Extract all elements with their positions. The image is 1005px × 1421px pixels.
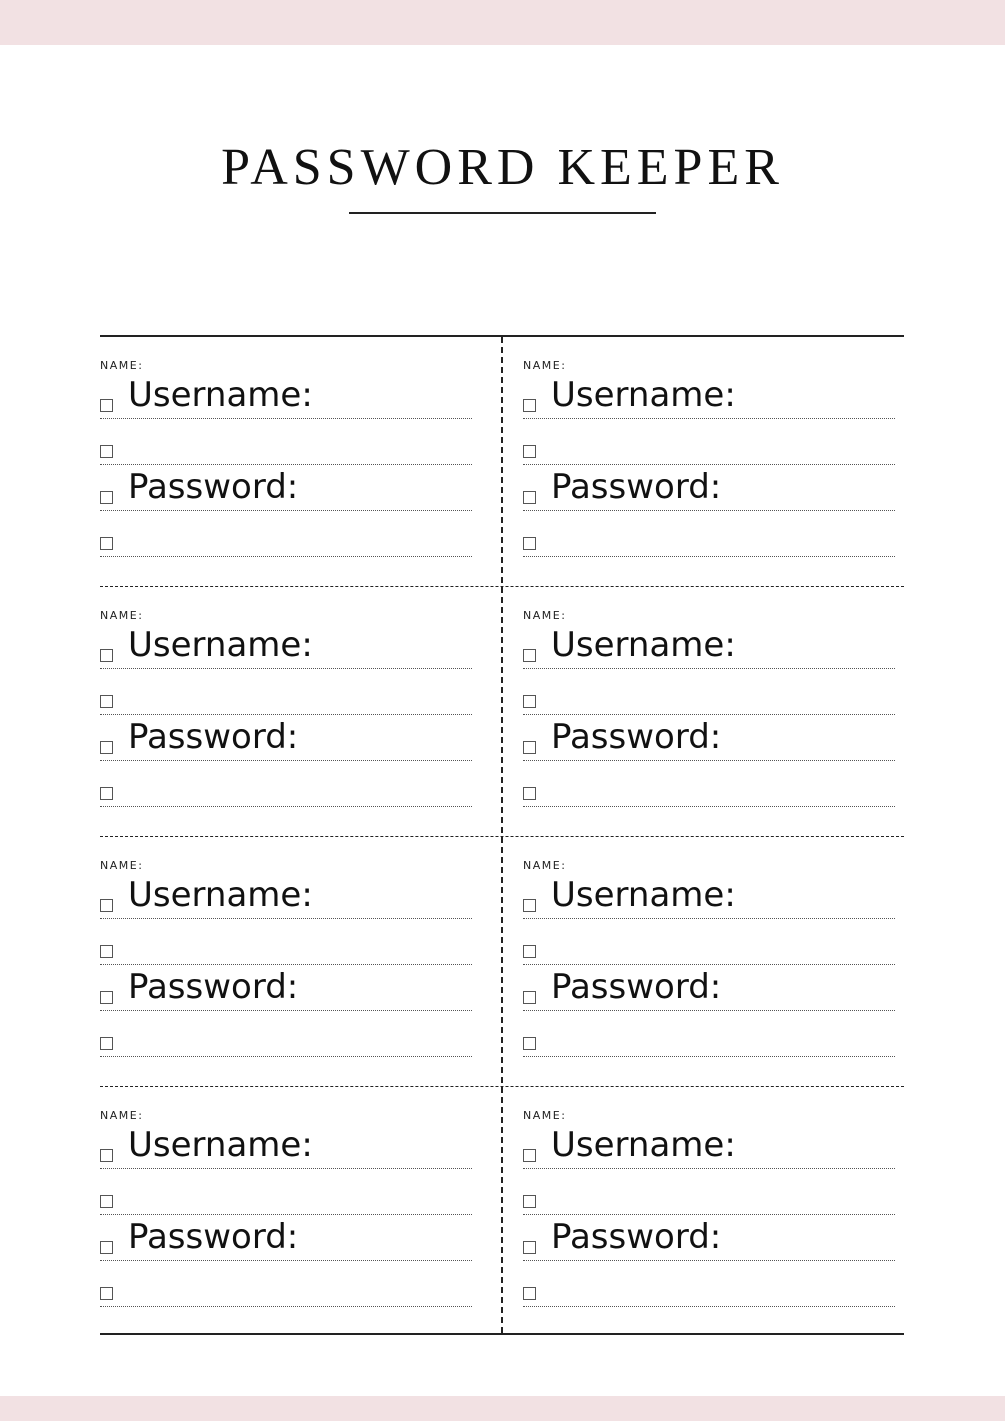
password-field[interactable] bbox=[100, 1214, 472, 1261]
username-value-field[interactable] bbox=[523, 418, 895, 465]
password-value-field[interactable] bbox=[523, 760, 895, 807]
password-value-field[interactable] bbox=[100, 1260, 472, 1307]
checkbox-icon[interactable] bbox=[100, 1149, 113, 1162]
column-divider bbox=[501, 337, 503, 1333]
checkbox-icon[interactable] bbox=[523, 649, 536, 662]
checkbox-icon[interactable] bbox=[523, 1241, 536, 1254]
checkbox-icon[interactable] bbox=[100, 787, 113, 800]
username-label: Username: bbox=[551, 875, 736, 915]
password-label: Password: bbox=[128, 1217, 299, 1257]
checkbox-icon[interactable] bbox=[100, 537, 113, 550]
username-label: Username: bbox=[128, 1125, 313, 1165]
checkbox-icon[interactable] bbox=[523, 695, 536, 708]
name-label: NAME: bbox=[100, 359, 144, 372]
username-field[interactable] bbox=[100, 872, 472, 919]
checkbox-icon[interactable] bbox=[100, 491, 113, 504]
username-label: Username: bbox=[551, 375, 736, 415]
password-field[interactable] bbox=[523, 714, 895, 761]
checkbox-icon[interactable] bbox=[523, 991, 536, 1004]
password-label: Password: bbox=[551, 1217, 722, 1257]
checkbox-icon[interactable] bbox=[100, 945, 113, 958]
checkbox-icon[interactable] bbox=[523, 1149, 536, 1162]
checkbox-icon[interactable] bbox=[523, 399, 536, 412]
username-value-field[interactable] bbox=[100, 668, 472, 715]
name-label: NAME: bbox=[100, 1109, 144, 1122]
checkbox-icon[interactable] bbox=[100, 1195, 113, 1208]
password-field[interactable] bbox=[100, 964, 472, 1011]
page-title: PASSWORD KEEPER bbox=[221, 139, 784, 196]
username-label: Username: bbox=[128, 625, 313, 665]
name-label: NAME: bbox=[523, 1109, 567, 1122]
username-label: Username: bbox=[128, 375, 313, 415]
password-value-field[interactable] bbox=[100, 510, 472, 557]
username-label: Username: bbox=[551, 1125, 736, 1165]
password-label: Password: bbox=[551, 467, 722, 507]
checkbox-icon[interactable] bbox=[523, 787, 536, 800]
password-value-field[interactable] bbox=[100, 1010, 472, 1057]
checkbox-icon[interactable] bbox=[523, 537, 536, 550]
password-field[interactable] bbox=[100, 714, 472, 761]
checkbox-icon[interactable] bbox=[523, 445, 536, 458]
password-value-field[interactable] bbox=[523, 1010, 895, 1057]
password-entry-card bbox=[100, 837, 472, 1085]
password-label: Password: bbox=[551, 967, 722, 1007]
password-label: Password: bbox=[128, 967, 299, 1007]
username-field[interactable] bbox=[523, 872, 895, 919]
checkbox-icon[interactable] bbox=[100, 1287, 113, 1300]
username-field[interactable] bbox=[523, 622, 895, 669]
checkbox-icon[interactable] bbox=[100, 445, 113, 458]
header-band bbox=[0, 0, 1005, 45]
checkbox-icon[interactable] bbox=[523, 491, 536, 504]
checkbox-icon[interactable] bbox=[100, 695, 113, 708]
username-field[interactable] bbox=[100, 622, 472, 669]
username-field[interactable] bbox=[100, 372, 472, 419]
password-entry-card bbox=[100, 337, 472, 585]
name-label: NAME: bbox=[523, 859, 567, 872]
name-label: NAME: bbox=[100, 609, 144, 622]
checkbox-icon[interactable] bbox=[100, 899, 113, 912]
password-label: Password: bbox=[128, 467, 299, 507]
password-entry-card bbox=[100, 587, 472, 835]
username-value-field[interactable] bbox=[523, 1168, 895, 1215]
checkbox-icon[interactable] bbox=[100, 399, 113, 412]
name-label: NAME: bbox=[100, 859, 144, 872]
password-field[interactable] bbox=[100, 464, 472, 511]
password-entry-card bbox=[523, 837, 895, 1085]
password-field[interactable] bbox=[523, 1214, 895, 1261]
password-label: Password: bbox=[551, 717, 722, 757]
password-entry-card bbox=[523, 587, 895, 835]
username-value-field[interactable] bbox=[100, 418, 472, 465]
checkbox-icon[interactable] bbox=[100, 991, 113, 1004]
username-value-field[interactable] bbox=[523, 668, 895, 715]
name-label: NAME: bbox=[523, 609, 567, 622]
password-field[interactable] bbox=[523, 464, 895, 511]
password-label: Password: bbox=[128, 717, 299, 757]
password-value-field[interactable] bbox=[523, 1260, 895, 1307]
checkbox-icon[interactable] bbox=[100, 1037, 113, 1050]
password-entry-card bbox=[523, 1087, 895, 1335]
checkbox-icon[interactable] bbox=[523, 1195, 536, 1208]
username-field[interactable] bbox=[100, 1122, 472, 1169]
username-field[interactable] bbox=[523, 372, 895, 419]
password-value-field[interactable] bbox=[100, 760, 472, 807]
footer-band bbox=[0, 1396, 1005, 1421]
username-label: Username: bbox=[128, 875, 313, 915]
checkbox-icon[interactable] bbox=[100, 741, 113, 754]
checkbox-icon[interactable] bbox=[523, 1287, 536, 1300]
username-value-field[interactable] bbox=[100, 918, 472, 965]
checkbox-icon[interactable] bbox=[523, 741, 536, 754]
checkbox-icon[interactable] bbox=[523, 899, 536, 912]
checkbox-icon[interactable] bbox=[100, 649, 113, 662]
username-value-field[interactable] bbox=[523, 918, 895, 965]
username-label: Username: bbox=[551, 625, 736, 665]
password-value-field[interactable] bbox=[523, 510, 895, 557]
checkbox-icon[interactable] bbox=[523, 945, 536, 958]
checkbox-icon[interactable] bbox=[523, 1037, 536, 1050]
password-entry-card bbox=[100, 1087, 472, 1335]
password-grid bbox=[100, 335, 904, 1335]
password-entry-card bbox=[523, 337, 895, 585]
title-underline bbox=[349, 212, 656, 214]
name-label: NAME: bbox=[523, 359, 567, 372]
password-field[interactable] bbox=[523, 964, 895, 1011]
checkbox-icon[interactable] bbox=[100, 1241, 113, 1254]
username-value-field[interactable] bbox=[100, 1168, 472, 1215]
username-field[interactable] bbox=[523, 1122, 895, 1169]
